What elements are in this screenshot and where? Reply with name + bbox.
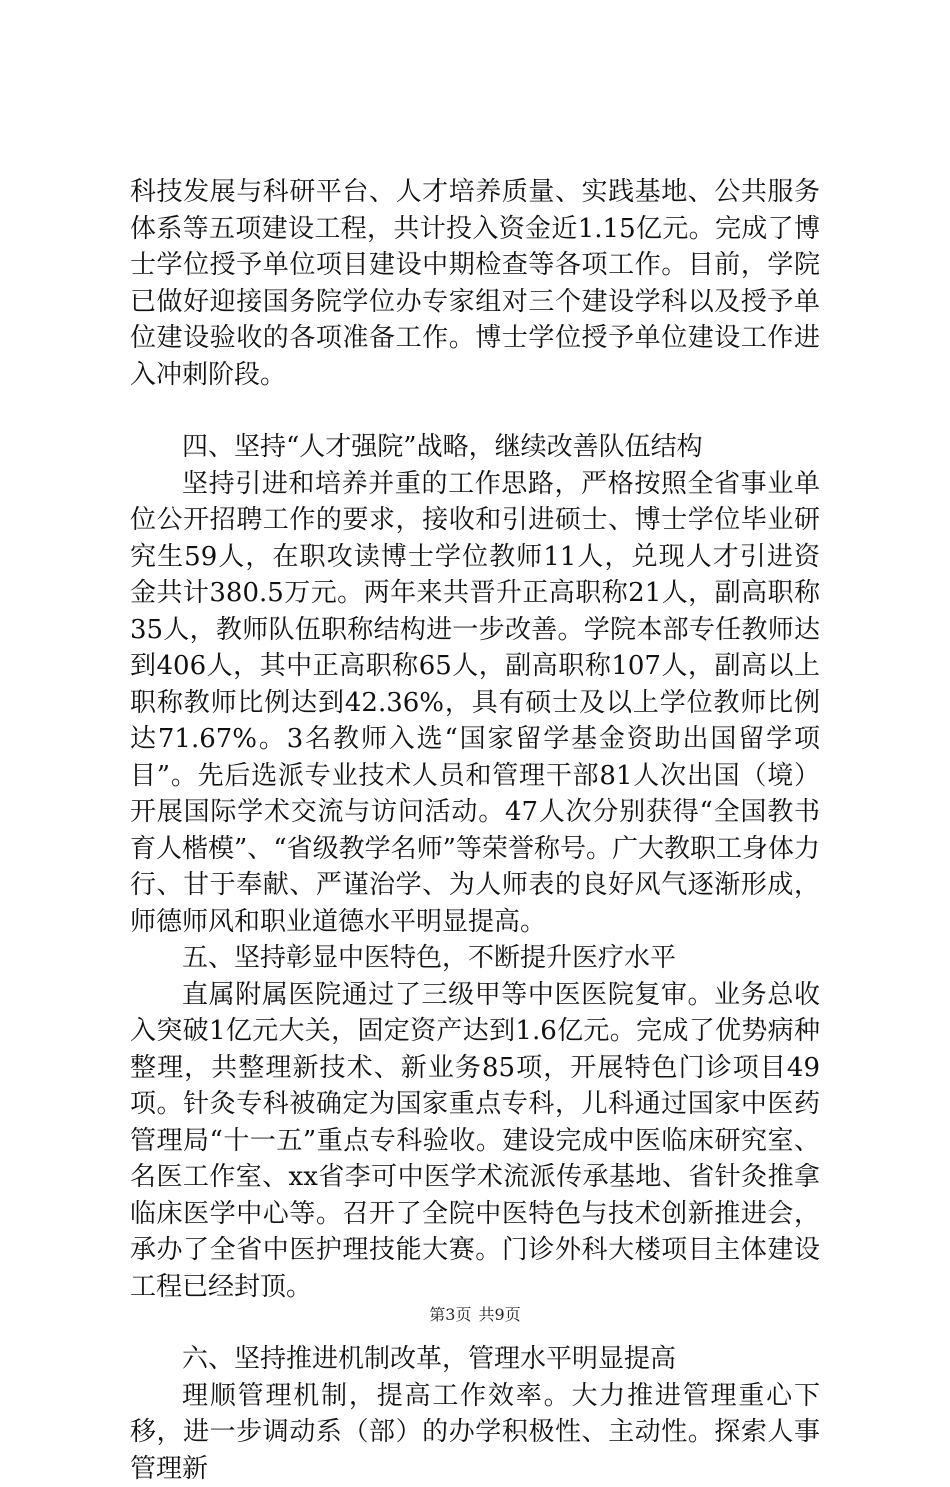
section-gap xyxy=(130,393,820,429)
section-6 xyxy=(130,1341,820,1487)
section-body: 坚持引进和培养并重的工作思路，严格按照全省事业单位公开招聘工作的要求，接收和引进硕士、博士学位毕业研究生59人，在职攻读博士学位教师11人，兑现人才引进资金共计380.5万元。两年来共晋升正高职称21人，副高职称35人，教师队伍职称结构进一步改善。学院本部专任教师达到406人，其中正高职称65人，副高职称107人，副高以上职称教师比例达到42.36%，具有硕士及以上学位教师比例达71.67%。3名教师入选“国家留学基金资助出国留学项目”。先后选派专业技术人员和管理干部81人次出国（境）开展国际学术交流与访问活动。47人次分别获得“全国教书育人楷模”、“省级教学名师”等荣誉称号。广大教职工身体力行、甘于奉献、严谨治学、为人师表的良好风气逐渐形成，师德师风和职业道德水平明显提高。 xyxy=(130,466,820,941)
intro-paragraph: 科技发展与科研平台、人才培养质量、实践基地、公共服务体系等五项建设工程，共计投入资金近1.15亿元。完成了博士学位授予单位项目建设中期检查等各项工作。目前，学院已做好迎接国务院学位办专家组对三个建设学科以及授予单位建设验收的各项准备工作。博士学位授予单位建设工作进入冲刺阶段。 xyxy=(130,174,820,393)
total-pages-indicator: 共9页 xyxy=(479,1305,521,1324)
document-content xyxy=(130,174,820,1487)
intro-block xyxy=(130,174,820,393)
section-body: 直属附属医院通过了三级甲等中医医院复审。业务总收入突破1亿元大关，固定资产达到1.6亿元。完成了优势病种整理，共整理新技术、新业务85项，开展特色门诊项目49项。针灸专科被确定为国家重点专科，儿科通过国家中医药管理局“十一五”重点专科验收。建设完成中医临床研究室、名医工作室、xx省李可中医学术流派传承基地、省针灸推拿临床医学中心等。召开了全院中医特色与技术创新推进会，承办了全省中医护理技能大赛。门诊外科大楼项目主体建设工程已经封顶。 xyxy=(130,977,820,1306)
section-heading: 四、坚持“人才强院”战略，继续改善队伍结构 xyxy=(130,429,820,466)
section-body: 理顺管理机制，提高工作效率。大力推进管理重心下移，进一步调动系（部）的办学积极性、主动性。探索人事管理新 xyxy=(130,1378,820,1487)
section-4 xyxy=(130,429,820,940)
section-heading: 五、坚持彰显中医特色，不断提升医疗水平 xyxy=(130,940,820,977)
section-5 xyxy=(130,940,820,1305)
page-footer xyxy=(0,1302,950,1325)
section-heading: 六、坚持推进机制改革，管理水平明显提高 xyxy=(130,1341,820,1378)
current-page-indicator: 第3页 xyxy=(429,1305,471,1324)
